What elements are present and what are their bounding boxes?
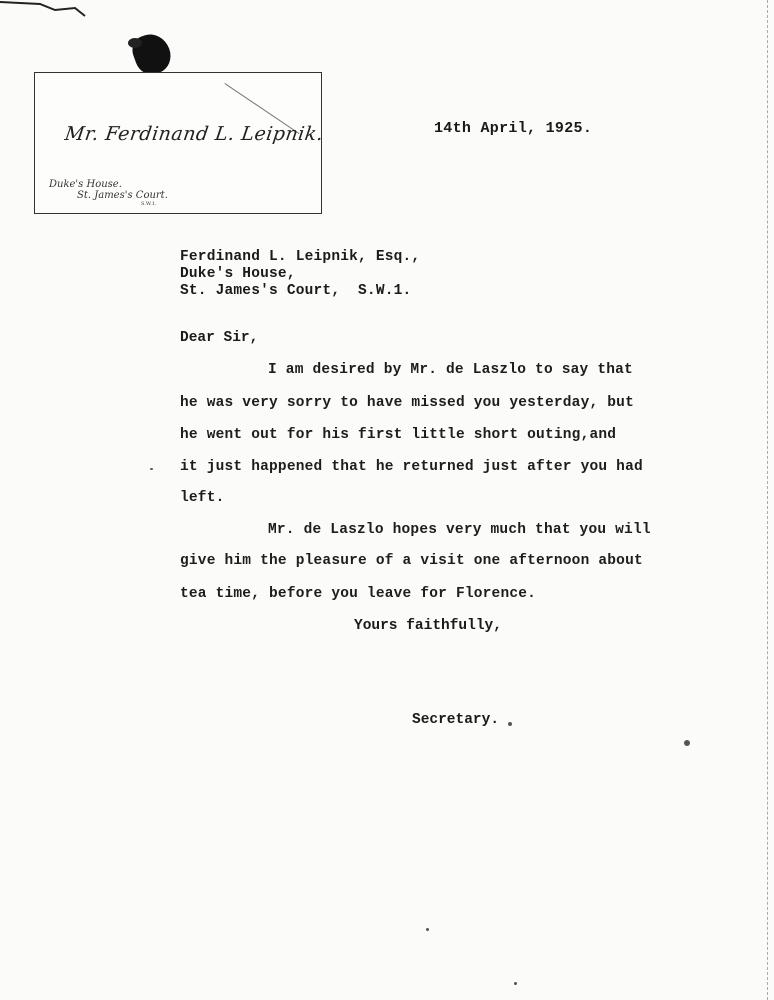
- card-address-line3: S.W.1.: [141, 201, 157, 207]
- scan-speck: [426, 928, 429, 931]
- card-address: [49, 179, 168, 207]
- letter-date: 14th April, 1925.: [434, 120, 593, 137]
- scan-speck: [508, 722, 512, 726]
- recipient-line2: Duke's House,: [180, 266, 296, 282]
- card-address-line1: Duke's House.: [49, 179, 122, 190]
- scan-speck: [684, 740, 690, 746]
- page-edge-line: [766, 0, 768, 1000]
- scan-speck: [514, 982, 517, 985]
- body-line: give him the pleasure of a visit one afternoon about: [180, 553, 643, 569]
- card-address-line2: St. James's Court.: [77, 190, 168, 201]
- ink-blot-small: [128, 38, 142, 48]
- closing: Yours faithfully,: [354, 618, 502, 634]
- signature: Secretary.: [412, 712, 500, 728]
- body-line: Mr. de Laszlo hopes very much that you will: [268, 522, 651, 538]
- body-line: he went out for his first little short outing,and: [180, 427, 617, 443]
- body-line: I am desired by Mr. de Laszlo to say that: [268, 362, 633, 378]
- card-name: Mr. Ferdinand L. Leipnik.: [63, 123, 325, 145]
- salutation: Dear Sir,: [180, 330, 259, 346]
- scan-speck: [150, 468, 153, 470]
- letterhead-card: [34, 72, 325, 214]
- recipient-address: [180, 249, 420, 300]
- recipient-line1: Ferdinand L. Leipnik, Esq.,: [180, 249, 421, 265]
- body-line: he was very sorry to have missed you yesterday, but: [180, 395, 634, 411]
- body-line: tea time, before you leave for Florence.: [180, 586, 537, 602]
- body-line: it just happened that he returned just after you had: [180, 459, 643, 475]
- scan-corner-mark: [0, 0, 100, 20]
- body-line: left.: [180, 490, 225, 506]
- recipient-line3: St. James's Court, S.W.1.: [180, 283, 412, 299]
